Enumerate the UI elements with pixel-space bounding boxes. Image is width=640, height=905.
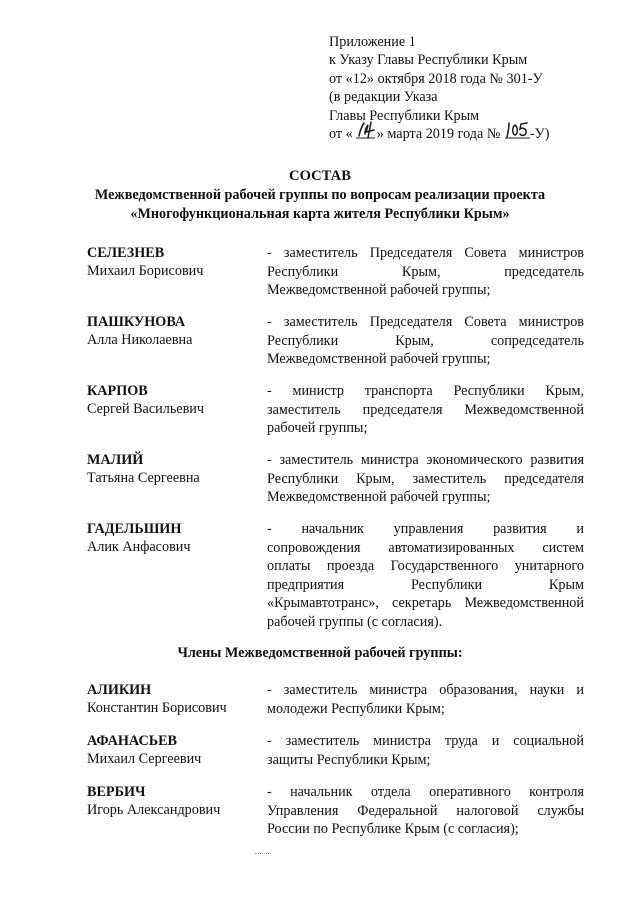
role-line: России по Республике Крым (с согласия); [267, 821, 519, 838]
role-line: защиты Республики Крым; [267, 751, 431, 768]
role-line: Республики Крым, председатель [267, 263, 584, 280]
appendix-line-1: Приложение 1 [329, 34, 416, 50]
leader-role [267, 520, 584, 632]
leader-given-name: Татьяна Сергеевна [87, 470, 200, 486]
leader-role [267, 451, 584, 507]
date-suffix: -У) [529, 125, 550, 142]
member-surname: ВЕРБИЧ [87, 784, 146, 800]
role-line: - заместитель министра образования, науки и [267, 682, 584, 698]
role-line: - начальник управления развития и [267, 521, 584, 537]
leader-given-name: Алик Анфасович [87, 539, 191, 555]
scan-artifact-dots [255, 853, 271, 855]
leader-surname: ПАШКУНОВА [87, 314, 186, 330]
member-role [267, 783, 584, 839]
leader-surname: СЕЛЕЗНЕВ [87, 245, 165, 261]
leader-name-block [87, 451, 262, 487]
member-surname: АЛИКИН [87, 682, 152, 698]
leader-role [267, 313, 584, 369]
handwritten-day-mark [353, 119, 377, 143]
leader-role [267, 382, 584, 438]
role-line: - заместитель министра экономического развития [267, 452, 584, 468]
role-line: - начальник отдела оперативного контроля [267, 784, 584, 800]
role-line: Республики Крым, заместитель председателя [267, 470, 584, 487]
members-heading: Члены Межведомственной рабочей группы: [177, 645, 463, 661]
role-line: - заместитель Председателя Совета министров [267, 314, 584, 330]
subtitle-line-2: «Многофункциональная карта жителя Республики Крым» [130, 205, 510, 222]
role-line: - заместитель Председателя Совета министров [267, 245, 584, 261]
appendix-line-4: (в редакции Указа [329, 89, 438, 106]
role-line: заместитель председателя Межведомственной [267, 401, 584, 418]
appendix-header [329, 33, 629, 143]
role-line: - министр транспорта Республики Крым, [267, 383, 584, 399]
role-line: молодежи Республики Крым; [267, 700, 445, 717]
member-role [267, 681, 584, 718]
handwritten-day [353, 125, 377, 143]
role-line: рабочей группы (с согласия). [267, 613, 443, 630]
date-prefix: от « [329, 125, 353, 142]
role-line: Межведомственной рабочей группы; [267, 282, 491, 299]
member-given-name: Константин Борисович [87, 700, 227, 716]
leader-given-name: Алла Николаевна [87, 332, 193, 348]
role-line: сопровождения автоматизированных систем [267, 539, 584, 556]
appendix-line-date [329, 125, 629, 143]
handwritten-number-mark [504, 119, 530, 143]
role-line: Управления Федеральной налоговой службы [267, 802, 584, 819]
member-name-block [87, 783, 262, 819]
role-line: рабочей группы; [267, 420, 368, 437]
role-line: Межведомственной рабочей группы; [267, 351, 491, 368]
leader-surname: КАРПОВ [87, 383, 148, 399]
document-title: СОСТАВ [289, 168, 351, 184]
leader-name-block [87, 520, 262, 556]
handwritten-number [504, 125, 530, 143]
role-line: «Крымавтотранс», секретарь Межведомственной [267, 595, 584, 612]
role-line: предприятия Республики Крым [267, 576, 584, 593]
appendix-line-2: к Указу Главы Республики Крым [329, 52, 528, 69]
member-name-block [87, 732, 262, 768]
leader-given-name: Сергей Васильевич [87, 401, 205, 417]
leader-surname: ГАДЕЛЬШИН [87, 521, 182, 537]
member-name-block [87, 681, 262, 717]
leader-name-block [87, 382, 262, 418]
member-given-name: Михаил Сергеевич [87, 751, 202, 767]
member-surname: АФАНАСЬЕВ [87, 733, 178, 749]
document-subtitle [60, 186, 580, 223]
date-middle: » марта 2019 года № [376, 125, 501, 142]
appendix-line-5: Главы Республики Крым [329, 107, 480, 124]
role-line: Республики Крым, сопредседатель [267, 332, 584, 349]
leader-role [267, 244, 584, 300]
role-line: - заместитель министра труда и социальной [267, 733, 584, 749]
leader-given-name: Михаил Борисович [87, 263, 204, 279]
role-line: оплаты проезда Государственного унитарного [267, 558, 584, 575]
role-line: Межведомственной рабочей группы; [267, 489, 491, 506]
appendix-line-3: от «12» октября 2018 года № 301-У [329, 70, 543, 87]
leader-surname: МАЛИЙ [87, 452, 144, 468]
leader-name-block [87, 244, 262, 280]
member-role [267, 732, 584, 769]
leader-name-block [87, 313, 262, 349]
subtitle-line-1: Межведомственной рабочей группы по вопросам реализации проекта [94, 187, 546, 203]
member-given-name: Игорь Александрович [87, 802, 221, 818]
